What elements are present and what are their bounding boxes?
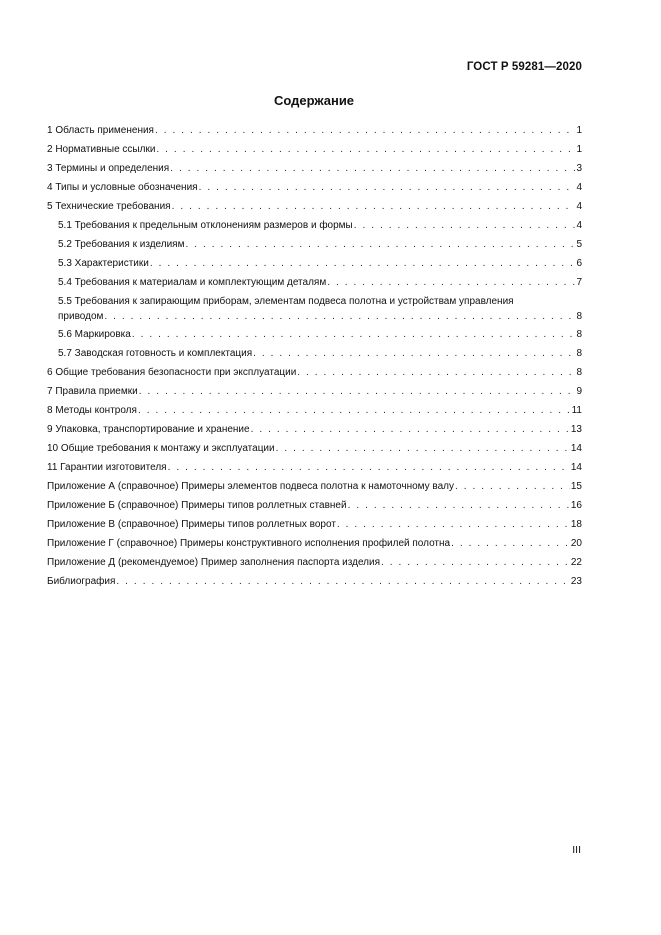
toc-entry[interactable]: [47, 141, 582, 160]
toc-entry-page: 4: [576, 181, 582, 193]
toc-entry-label: 5.7 Заводская готовность и комплектация: [58, 348, 253, 360]
toc-leader: [253, 345, 575, 364]
toc-title: Содержание: [273, 93, 355, 108]
toc-subentry[interactable]: [47, 274, 582, 293]
table-of-contents: [47, 122, 582, 592]
toc-entry-label: Приложение В (справочное) Примеры типов роллетных ворот: [47, 518, 336, 530]
toc-entry-label: 11 Гарантии изготовителя: [47, 462, 167, 473]
toc-leader: [337, 516, 570, 535]
toc-entry[interactable]: [47, 179, 582, 198]
toc-entry-page: 1: [576, 143, 582, 155]
toc-entry-page: 4: [576, 200, 582, 212]
toc-entry[interactable]: [47, 478, 582, 497]
document-code: ГОСТ Р 59281—2020: [466, 61, 582, 73]
toc-entry-label: 1 Область применения: [47, 125, 154, 136]
toc-leader: [155, 122, 575, 141]
toc-leader: [156, 141, 575, 160]
toc-entry[interactable]: [47, 160, 582, 179]
toc-leader: [172, 198, 576, 217]
toc-entry-page: 9: [576, 386, 582, 398]
toc-entry-page: 18: [570, 518, 582, 530]
toc-entry-page: 6: [576, 257, 582, 269]
toc-entry-label: 5.4 Требования к материалам и комплектующим деталям: [58, 276, 327, 288]
toc-entry-label-line2: приводом: [58, 311, 104, 323]
toc-entry-label: 6 Общие требования безопасности при эксплуатации: [47, 367, 297, 379]
toc-entry-page: 8: [576, 329, 582, 341]
toc-entry-label-line1: 5.5 Требования к запирающим приборам, элементам подвеса полотна и устройствам управления: [58, 296, 514, 308]
toc-entry-page: 13: [570, 424, 582, 436]
toc-subentry[interactable]: [47, 292, 582, 326]
toc-leader: [199, 179, 576, 198]
toc-entry-label: 9 Упаковка, транспортирование и хранение: [47, 424, 250, 436]
toc-entry[interactable]: [47, 122, 582, 141]
toc-subentry[interactable]: [47, 236, 582, 255]
toc-entry-page: 8: [576, 311, 582, 323]
toc-leader: [104, 309, 575, 324]
toc-entry-label: 7 Правила приемки: [47, 386, 138, 398]
toc-leader: [116, 573, 569, 592]
toc-entry[interactable]: [47, 421, 582, 440]
toc-entry-label: 5.2 Требования к изделиям: [58, 238, 185, 250]
toc-entry-page: 14: [570, 462, 582, 473]
toc-entry-page: 15: [570, 480, 582, 492]
toc-leader: [297, 364, 575, 383]
toc-entry-label: Библиография: [47, 575, 116, 587]
toc-leader: [132, 326, 576, 345]
toc-leader: [381, 554, 570, 573]
toc-entry-label: Приложение А (справочное) Примеры элементов подвеса полотна к намоточному валу: [47, 480, 455, 492]
toc-entry-page: 11: [571, 405, 582, 417]
toc-entry-label: Приложение Б (справочное) Примеры типов роллетных ставней: [47, 499, 347, 511]
toc-entry-page: 1: [576, 125, 582, 136]
toc-leader: [455, 478, 570, 497]
toc-entry-label: Приложение Г (справочное) Примеры конструктивного исполнения профилей полотна: [47, 537, 451, 549]
toc-entry-page: 7: [576, 276, 582, 288]
toc-leader: [150, 255, 576, 274]
toc-leader: [327, 274, 575, 293]
toc-leader: [139, 383, 576, 402]
toc-leader: [348, 497, 570, 516]
toc-entry-page: 14: [570, 443, 582, 455]
toc-leader: [276, 440, 570, 459]
toc-entry[interactable]: [47, 459, 582, 478]
toc-entry-label: Приложение Д (рекомендуемое) Пример заполнения паспорта изделия: [47, 556, 381, 568]
toc-entry[interactable]: [47, 573, 582, 592]
toc-entry[interactable]: [47, 364, 582, 383]
toc-leader: [168, 459, 570, 478]
toc-entry-page: 4: [576, 219, 582, 231]
toc-entry-label: 5.6 Маркировка: [58, 329, 131, 341]
toc-entry[interactable]: [47, 383, 582, 402]
toc-entry-page: 3: [576, 162, 582, 174]
toc-entry[interactable]: [47, 497, 582, 516]
toc-entry-page: 22: [570, 556, 582, 568]
page-number: III: [572, 844, 581, 856]
toc-entry[interactable]: [47, 402, 582, 421]
toc-leader: [251, 421, 570, 440]
toc-subentry[interactable]: [47, 345, 582, 364]
toc-entry-label: 2 Нормативные ссылки: [47, 143, 156, 155]
toc-subentry[interactable]: [47, 217, 582, 236]
toc-entry-label: 5.1 Требования к предельным отклонениям размеров и формы: [58, 219, 353, 231]
toc-entry-line2: [58, 309, 582, 324]
toc-entry[interactable]: [47, 535, 582, 554]
toc-leader: [185, 236, 575, 255]
toc-entry-label: 10 Общие требования к монтажу и эксплуатации: [47, 443, 275, 455]
toc-entry-label: 4 Типы и условные обозначения: [47, 181, 198, 193]
toc-entry[interactable]: [47, 198, 582, 217]
toc-leader: [138, 402, 571, 421]
toc-leader: [451, 535, 570, 554]
toc-leader: [170, 160, 575, 179]
toc-entry-label: 5 Технические требования: [47, 200, 171, 212]
toc-leader: [354, 217, 576, 236]
toc-entry-page: 8: [576, 348, 582, 360]
toc-entry-page: 20: [570, 537, 582, 549]
toc-entry-page: 23: [570, 575, 582, 587]
toc-subentry[interactable]: [47, 255, 582, 274]
toc-entry-page: 16: [570, 499, 582, 511]
toc-entry-label: 3 Термины и определения: [47, 162, 170, 174]
toc-subentry[interactable]: [47, 326, 582, 345]
toc-entry[interactable]: [47, 554, 582, 573]
toc-entry-label: 5.3 Характеристики: [58, 257, 149, 269]
toc-entry[interactable]: [47, 440, 582, 459]
toc-entry-page: 5: [576, 238, 582, 250]
toc-entry-label: 8 Методы контроля: [47, 405, 137, 417]
toc-entry[interactable]: [47, 516, 582, 535]
toc-entry-page: 8: [576, 367, 582, 379]
